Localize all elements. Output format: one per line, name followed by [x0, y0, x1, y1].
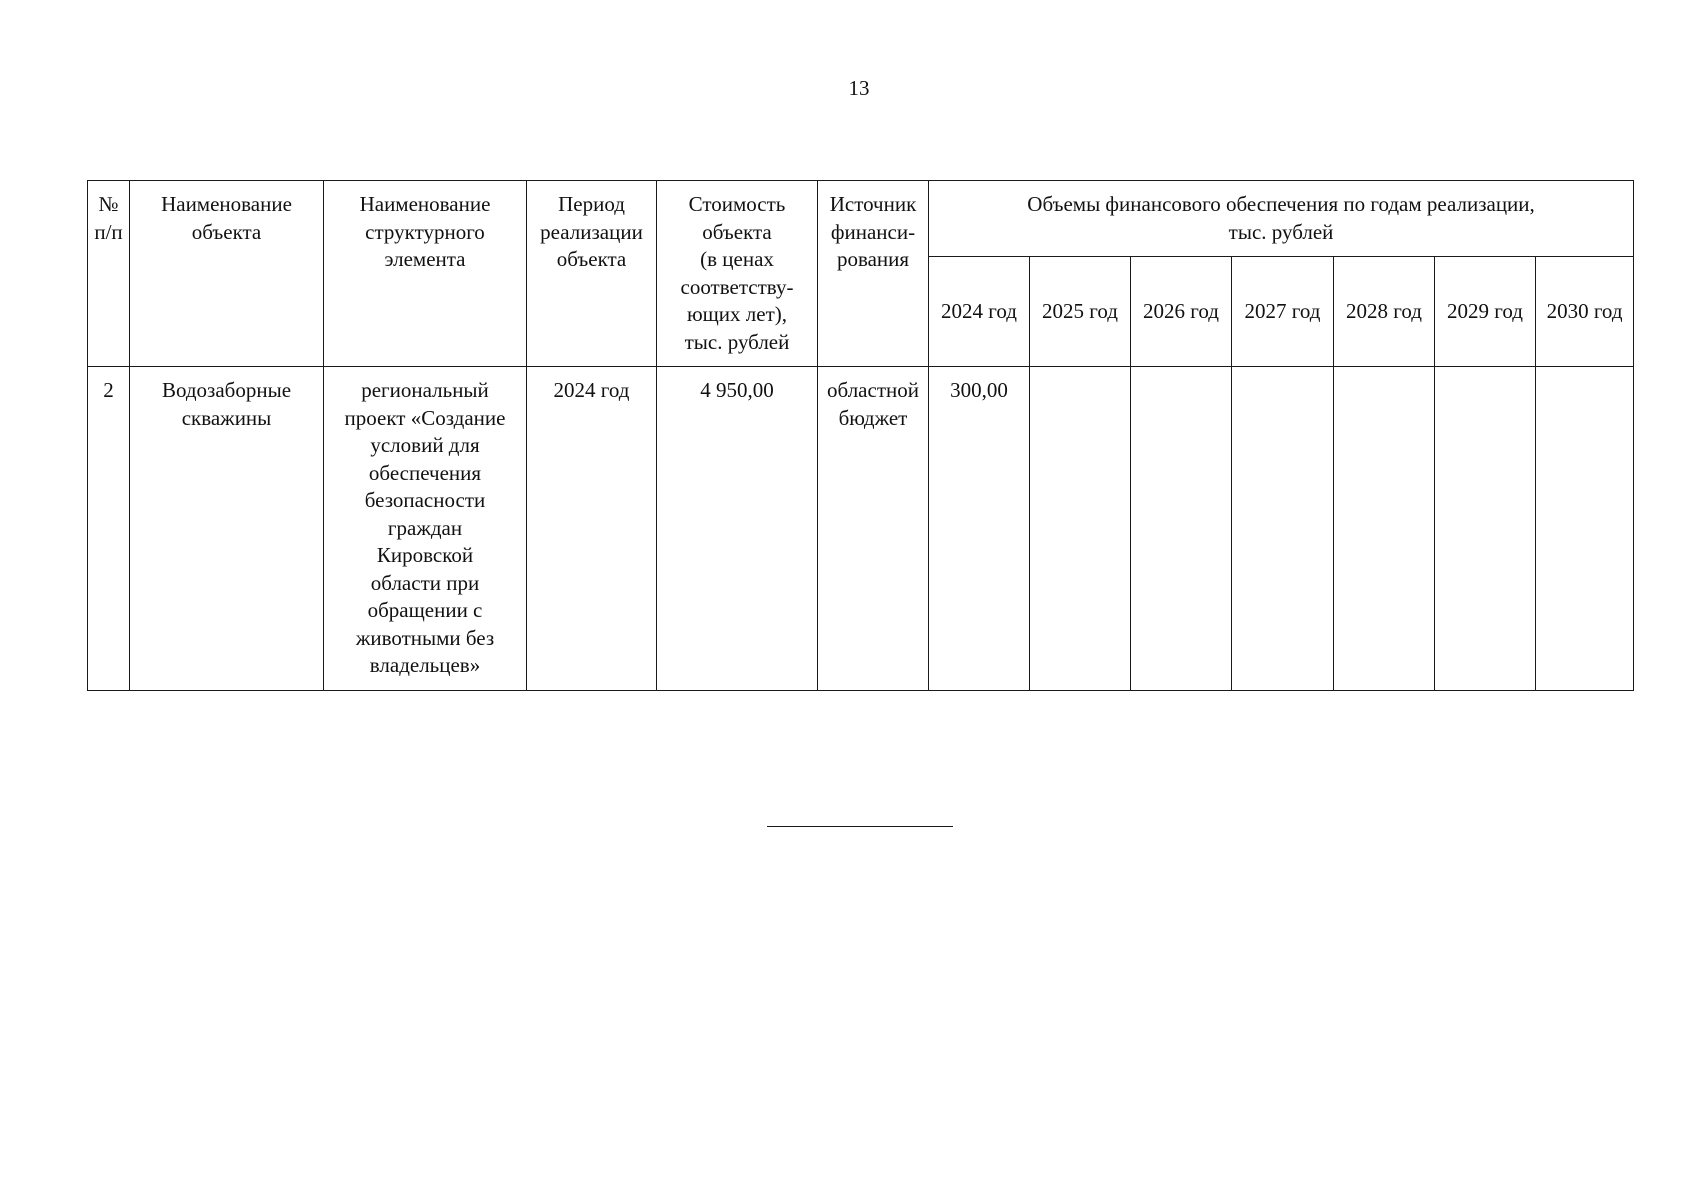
- row-year-2027-value: [1232, 367, 1334, 691]
- header-year-2030: 2030 год: [1536, 257, 1634, 367]
- page-number: 13: [848, 76, 870, 100]
- header-object-name: Наименование объекта: [130, 181, 324, 367]
- header-year-2029: 2029 год: [1435, 257, 1536, 367]
- header-funding-source: Источник финанси- рования: [818, 181, 929, 367]
- header-cost: Стоимость объекта (в ценах соответству- ющих лет), тыс. рублей: [657, 181, 818, 367]
- row-funding-source: областной бюджет: [818, 367, 929, 691]
- header-year-2025: 2025 год: [1030, 257, 1131, 367]
- header-structural-element: Наименование структурного элемента: [324, 181, 527, 367]
- row-period: 2024 год: [527, 367, 657, 691]
- row-structural-element: региональный проект «Создание условий для обеспечения безопасности граждан Кировской области при обращении с животными без владельцев»: [324, 367, 527, 691]
- row-year-2026-value: [1131, 367, 1232, 691]
- header-number: № п/п: [88, 181, 130, 367]
- financing-table: [87, 180, 1634, 691]
- table-header-row: [88, 181, 1634, 257]
- row-year-2028-value: [1334, 367, 1435, 691]
- header-financing-volumes: Объемы финансового обеспечения по годам реализации, тыс. рублей: [929, 181, 1634, 257]
- table-row: [88, 367, 1634, 691]
- row-cost: 4 950,00: [657, 367, 818, 691]
- row-object-name: Водозаборные скважины: [130, 367, 324, 691]
- row-year-2029-value: [1435, 367, 1536, 691]
- row-year-2024-value: 300,00: [929, 367, 1030, 691]
- row-number: 2: [88, 367, 130, 691]
- header-year-2026: 2026 год: [1131, 257, 1232, 367]
- header-year-2027: 2027 год: [1232, 257, 1334, 367]
- header-period: Период реализации объекта: [527, 181, 657, 367]
- header-year-2028: 2028 год: [1334, 257, 1435, 367]
- row-year-2030-value: [1536, 367, 1634, 691]
- footer-separator-line: [767, 826, 953, 827]
- row-year-2025-value: [1030, 367, 1131, 691]
- header-year-2024: 2024 год: [929, 257, 1030, 367]
